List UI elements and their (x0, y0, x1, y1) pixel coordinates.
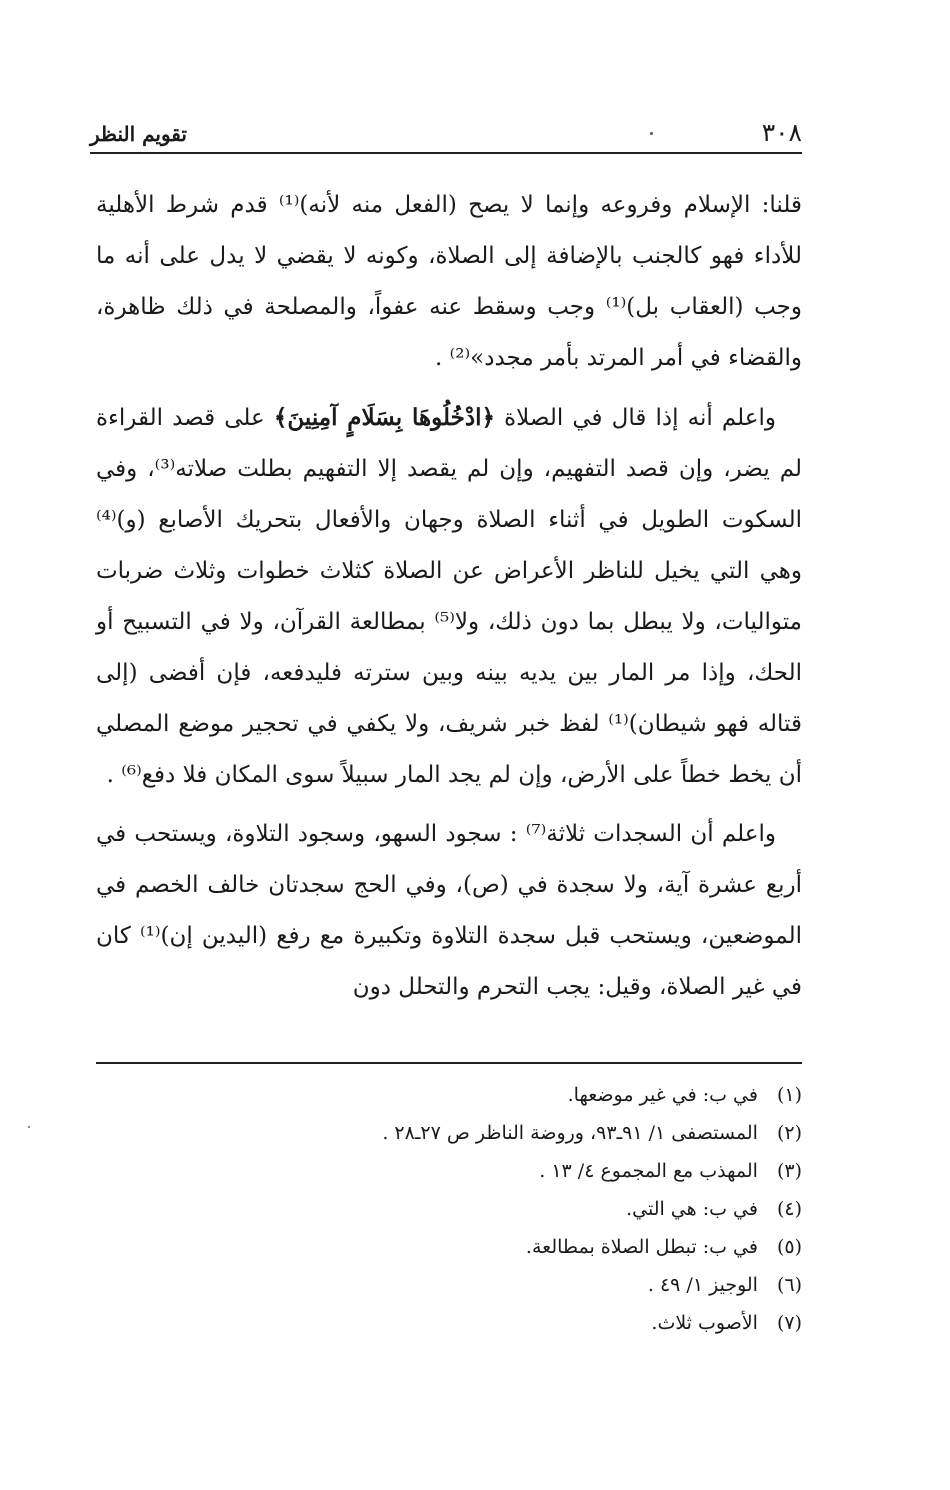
footnotes-list (96, 1076, 802, 1342)
footnote-text: في ب: هي التي. (626, 1198, 758, 1220)
footnote-number: (٤) (776, 1198, 802, 1220)
footnote (96, 1266, 802, 1304)
footnote-number: (١) (776, 1084, 802, 1106)
quran-verse: ﴿ادْخُلُوهَا بِسَلَامٍ آمِنِينَ﴾ (273, 404, 495, 431)
footnote (96, 1114, 802, 1152)
footnote-number: (٦) (776, 1274, 802, 1296)
footnotes-divider (96, 1062, 802, 1064)
footnote (96, 1304, 802, 1342)
footnote (96, 1228, 802, 1266)
paragraph-2-start: واعلم أنه إذا قال في الصلاة (494, 405, 777, 431)
footnote-text: الوجيز ١/ ٤٩ . (647, 1274, 758, 1296)
header-dot (650, 132, 653, 135)
footnote-text: المستصفى ١/ ٩١ـ٩٣، وروضة الناظر ص ٢٧ـ٢٨ . (382, 1122, 758, 1144)
main-text (96, 180, 802, 1021)
footnote-number: (٥) (776, 1236, 802, 1258)
footnote-text: المهذب مع المجموع ٤/ ١٣ . (539, 1160, 758, 1182)
footnote-number: (٧) (776, 1312, 802, 1334)
footnote (96, 1152, 802, 1190)
paragraph-2 (96, 392, 802, 801)
footnote-number: (٣) (776, 1160, 802, 1182)
page-number: ٣٠٨ (761, 118, 802, 147)
footnote (96, 1076, 802, 1114)
paragraph-3: واعلم أن السجدات ثلاثة⁽⁷⁾ : سجود السهو، وسجود التلاوة، ويستحب في أربع عشرة آية، ولا سجدة في (ص)، وفي الحج سجدتان خالف الخصم في الموضعين، ويستحب قبل سجدة التلاوة وتكبيرة مع رفع (اليدين إن)⁽¹⁾ كان في غير الصلاة، وقيل: يجب التحرم والتحلل دون (96, 821, 802, 1000)
margin-mark (28, 1126, 30, 1128)
footnote-text: الأصوب ثلاث. (651, 1312, 758, 1334)
running-title: تقويم النظر (90, 122, 187, 146)
footnote-number: (٢) (776, 1122, 802, 1144)
footnote-text: في ب: تبطل الصلاة بمطالعة. (525, 1236, 758, 1258)
page-header (90, 118, 802, 154)
footnote (96, 1190, 802, 1228)
paragraph-2-rest: على قصد القراءة لم يضر، وإن قصد التفهيم، وإن لم يقصد إلا التفهيم بطلت صلاته⁽³⁾، وفي السكوت الطويل في أثناء الصلاة وجهان والأفعال بتحريك الأصابع (و)⁽⁴⁾ وهي التي يخيل للناظر الأعراض عن الصلاة كثلاث خطوات وثلاث ضربات متواليات، ولا يبطل بما دون ذلك، ولا⁽⁵⁾ بمطالعة القرآن، ولا في التسبيح أو الحك، وإذا مر المار بين يديه بينه وبين سترته فليدفعه، فإن أفضى (إلى قتاله فهو شيطان)⁽¹⁾ لفظ خبر شريف، ولا يكفي في تحجير موضع المصلي أن يخط خطاً على الأرض، وإن لم يجد المار سبيلاً سوى المكان فلا دفع⁽⁶⁾ . (96, 405, 803, 788)
footnote-text: في ب: في غير موضعها. (567, 1084, 758, 1106)
paragraph-1: قلنا: الإسلام وفروعه وإنما لا يصح (الفعل منه لأنه)⁽¹⁾ قدم شرط الأهلية للأداء فهو كالجنب بالإضافة إلى الصلاة، وكونه لا يقضي لا يدل على أنه ما وجب (العقاب بل)⁽¹⁾ وجب وسقط عنه عفواً، والمصلحة في ذلك ظاهرة، والقضاء في أمر المرتد بأمر مجدد»⁽²⁾ . (96, 192, 802, 371)
